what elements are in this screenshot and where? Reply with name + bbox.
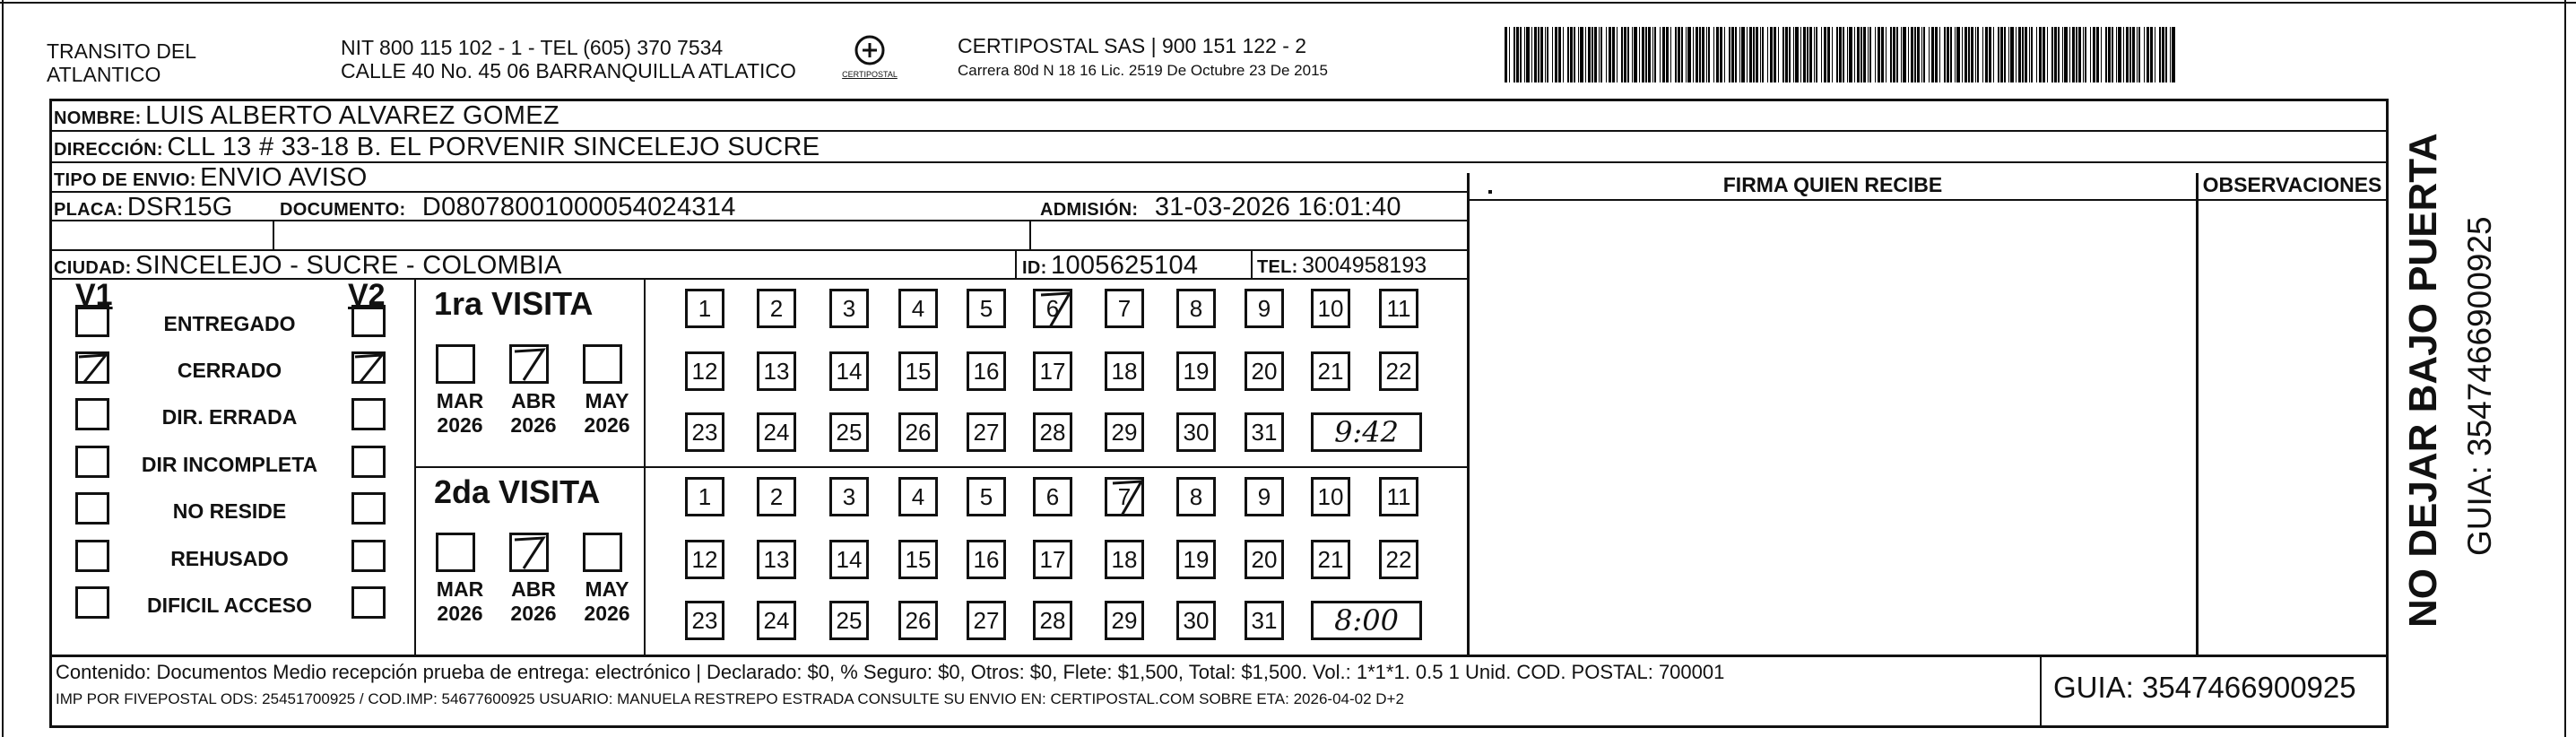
day-cell[interactable] [829,477,869,516]
day-number: 7 [1117,482,1132,510]
day-cell[interactable] [1033,412,1072,452]
day-cell[interactable] [967,289,1006,328]
day-number: 24 [763,418,790,446]
day-cell[interactable] [967,412,1006,452]
footer-guia: GUIA: 3547466900925 [2053,671,2356,704]
day-number: 31 [1251,606,1278,634]
v2-checkbox[interactable] [351,540,386,572]
day-cell[interactable] [967,601,1006,640]
day-cell[interactable] [829,412,869,452]
day-number: 2 [769,294,784,322]
v2-checkbox[interactable] [351,351,386,384]
status-option-label: NO RESIDE [172,499,287,523]
day-number: 24 [763,606,790,634]
day-cell[interactable] [1033,351,1072,391]
day-number: 10 [1317,294,1344,322]
observaciones-header: OBSERVACIONES [2202,173,2382,196]
tipo-envio-row [54,163,368,193]
day-number: 9 [1257,482,1271,510]
visit-time: 8:00 [1311,601,1422,640]
sender-name [47,39,196,86]
status-option-label: ENTREGADO [163,312,296,335]
month-checkbox[interactable] [583,533,622,572]
day-number: 16 [973,357,1000,385]
month-label [576,389,638,438]
day-number: 29 [1111,418,1138,446]
side-guia: GUIA: 3547466900925 [2461,216,2498,556]
day-number: 4 [911,294,925,322]
day-number: 1 [698,482,712,510]
company-line: CERTIPOSTAL SAS | 900 151 122 - 2 [958,34,1307,57]
day-cell[interactable] [1033,477,1072,516]
status-option-label: DIR INCOMPLETA [141,453,318,476]
day-cell[interactable] [1105,477,1144,516]
day-cell[interactable] [898,601,938,640]
day-number: 20 [1251,545,1278,573]
day-number: 14 [836,357,863,385]
day-number: 11 [1386,482,1411,510]
day-number: 21 [1317,545,1344,573]
id-label: ID: [1022,258,1047,278]
day-cell[interactable] [1379,540,1418,579]
day-number: 5 [979,482,993,510]
contenido-text: Contenido: Documentos Medio recepción prueba de entrega: electrónico | Declarado: $0, % Seguro: $0, Otros: $0, Flete: $1,500, Total: $1,500. Vol.: 1*1*1. 0.5 1 Unid. COD. POSTAL: 700001 [56,661,1725,683]
month-label [576,577,638,626]
v1-checkbox[interactable] [75,305,109,337]
day-number: 12 [691,545,718,573]
tel-label: TEL: [1257,257,1298,277]
v2-label: V2 [348,278,386,312]
day-number: 26 [905,418,932,446]
day-cell[interactable] [1176,351,1216,391]
id-value: 1005625104 [1051,251,1199,280]
day-cell[interactable] [1105,412,1144,452]
visit-title: 2da VISITA [434,473,601,510]
day-cell[interactable] [829,601,869,640]
day-cell[interactable] [1245,412,1284,452]
day-number: 5 [979,294,993,322]
day-number: 26 [905,606,932,634]
day-number: 15 [905,357,932,385]
day-cell[interactable] [898,289,938,328]
day-cell[interactable] [1033,540,1072,579]
day-number: 6 [1045,294,1060,322]
day-cell[interactable] [1176,477,1216,516]
day-number: 2 [769,482,784,510]
month-checkbox[interactable] [509,533,549,572]
month-label [502,577,565,626]
day-cell[interactable] [757,601,796,640]
v2-checkbox[interactable] [351,446,386,478]
company-info [958,34,1328,80]
day-number: 31 [1251,418,1278,446]
month-year: 2026 [437,602,483,625]
barcode-bar [2172,27,2175,82]
month-name: MAR [436,577,484,601]
day-cell[interactable] [1379,289,1418,328]
day-number: 27 [973,418,1000,446]
day-cell[interactable] [757,477,796,516]
admision-value: 31-03-2026 16:01:40 [1154,193,1401,221]
tel-value: 3004958193 [1302,253,1427,278]
day-cell[interactable] [1176,289,1216,328]
ciudad-value: SINCELEJO - SUCRE - COLOMBIA [135,251,562,280]
day-cell[interactable] [685,412,724,452]
v1-checkbox[interactable] [75,351,109,384]
day-cell[interactable] [1379,351,1418,391]
month-name: MAY [585,577,629,601]
imp-text: IMP POR FIVEPOSTAL ODS: 25451700925 / COD.IMP: 54677600925 USUARIO: MANUELA RESTREPO ESTRADA CONSULTE SU ENVIO EN: CERTIPOSTAL.COM SOBRE ETA: 2026-04-02 D+2 [56,690,1404,707]
month-name: ABR [511,577,556,601]
day-number: 13 [763,545,790,573]
month-year: 2026 [510,602,557,625]
day-number: 22 [1385,357,1412,385]
documento-row [280,193,736,222]
month-checkbox[interactable] [509,344,549,384]
month-year: 2026 [584,602,630,625]
day-number: 23 [691,606,718,634]
direccion-value: CLL 13 # 33-18 B. EL PORVENIR SINCELEJO SUCRE [167,133,820,161]
sender-info [341,36,796,82]
v1-checkbox[interactable] [75,398,109,430]
barcode [1505,27,2175,82]
day-cell[interactable] [1245,351,1284,391]
day-number: 12 [691,357,718,385]
v1-checkbox[interactable] [75,540,109,572]
ciudad-row [54,251,562,281]
nombre-row [54,101,559,131]
day-number: 17 [1039,545,1066,573]
v1-checkbox[interactable] [75,586,109,619]
day-number: 30 [1183,418,1210,446]
id-row [1022,251,1198,281]
day-number: 29 [1111,606,1138,634]
day-cell[interactable] [1379,477,1418,516]
day-number: 20 [1251,357,1278,385]
status-option-label: REHUSADO [170,547,289,570]
admision-row [1040,193,1401,222]
day-cell[interactable] [898,477,938,516]
month-name: ABR [511,389,556,412]
day-number: 28 [1039,606,1066,634]
month-label [502,389,565,438]
direccion-label: DIRECCIÓN: [54,140,163,160]
status-option-label: CERRADO [177,359,282,382]
day-cell[interactable] [1245,601,1284,640]
day-cell[interactable] [685,477,724,516]
visit-title: 1ra VISITA [434,285,594,322]
sender-line-2: ATLANTICO [47,63,161,86]
month-name: MAY [585,389,629,412]
day-cell[interactable] [757,540,796,579]
day-cell[interactable] [1176,412,1216,452]
day-number: 21 [1317,357,1344,385]
day-number: 8 [1189,294,1203,322]
day-number: 30 [1183,606,1210,634]
day-cell[interactable] [967,351,1006,391]
firma-header: FIRMA QUIEN RECIBE [1722,173,1943,196]
day-cell[interactable] [898,412,938,452]
day-cell[interactable] [685,601,724,640]
day-number: 4 [911,482,925,510]
day-number: 11 [1386,294,1411,322]
day-cell[interactable] [685,289,724,328]
day-number: 23 [691,418,718,446]
day-number: 19 [1183,357,1210,385]
status-option-label: DIFICIL ACCESO [146,594,312,617]
day-number: 7 [1117,294,1132,322]
day-number: 15 [905,545,932,573]
address-line: CALLE 40 No. 45 06 BARRANQUILLA ATLATICO [341,59,796,82]
month-checkbox[interactable] [436,533,475,572]
day-cell[interactable] [898,540,938,579]
company-sub: Carrera 80d N 18 16 Lic. 2519 De Octubre 23 De 2015 [958,62,1328,79]
placa-label: PLACA: [54,200,124,220]
day-cell[interactable] [757,289,796,328]
tel-row [1257,253,1427,279]
day-number: 16 [973,545,1000,573]
month-year: 2026 [510,413,557,437]
day-cell[interactable] [1105,540,1144,579]
month-checkbox[interactable] [583,344,622,384]
documento-value: D08078001000054024314 [421,193,736,221]
day-cell[interactable] [1245,540,1284,579]
day-number: 14 [836,545,863,573]
day-cell[interactable] [967,477,1006,516]
logo-text: CERTIPOSTAL [842,70,898,79]
day-number: 8 [1189,482,1203,510]
month-label [429,577,491,626]
day-cell[interactable] [1033,289,1072,328]
sender-line-1: TRANSITO DEL [47,39,196,63]
day-cell[interactable] [898,351,938,391]
ciudad-label: CIUDAD: [54,258,132,278]
day-cell[interactable] [757,412,796,452]
day-cell[interactable] [829,540,869,579]
direccion-row [54,133,820,162]
day-cell[interactable] [1105,351,1144,391]
day-cell[interactable] [1311,477,1350,516]
day-number: 1 [698,294,712,322]
nombre-value: LUIS ALBERTO ALVAREZ GOMEZ [145,101,559,130]
nit-line: NIT 800 115 102 - 1 - TEL (605) 370 7534 [341,36,724,59]
v2-checkbox[interactable] [351,305,386,337]
day-number: 18 [1111,545,1138,573]
day-number: 9 [1257,294,1271,322]
day-number: 10 [1317,482,1344,510]
day-number: 17 [1039,357,1066,385]
nombre-label: NOMBRE: [54,108,142,128]
day-number: 13 [763,357,790,385]
placa-row [54,193,233,222]
day-cell[interactable] [1105,601,1144,640]
day-cell[interactable] [685,540,724,579]
day-cell[interactable] [1033,601,1072,640]
day-cell[interactable] [1176,601,1216,640]
day-number: 19 [1183,545,1210,573]
month-checkbox[interactable] [436,344,475,384]
day-cell[interactable] [757,351,796,391]
admision-label: ADMISIÓN: [1040,200,1139,220]
day-number: 25 [836,418,863,446]
day-number: 25 [836,606,863,634]
dot-mark [1488,190,1492,194]
day-cell[interactable] [967,540,1006,579]
day-cell[interactable] [1105,289,1144,328]
day-cell[interactable] [829,351,869,391]
day-cell[interactable] [1311,351,1350,391]
day-cell[interactable] [1311,540,1350,579]
day-cell[interactable] [829,289,869,328]
day-number: 27 [973,606,1000,634]
v2-checkbox[interactable] [351,398,386,430]
month-year: 2026 [584,413,630,437]
month-label [429,389,491,438]
day-cell[interactable] [1245,289,1284,328]
placa-value: DSR15G [126,193,233,221]
day-cell[interactable] [1311,289,1350,328]
day-cell[interactable] [1176,540,1216,579]
day-cell[interactable] [685,351,724,391]
certipostal-logo [839,32,900,90]
day-cell[interactable] [1245,477,1284,516]
day-number: 6 [1045,482,1060,510]
day-number: 28 [1039,418,1066,446]
tipo-envio-value: ENVIO AVISO [200,163,368,192]
visit-time: 9:42 [1311,412,1422,452]
v2-checkbox[interactable] [351,492,386,525]
v1-checkbox[interactable] [75,446,109,478]
documento-label: DOCUMENTO: [280,200,406,220]
v1-checkbox[interactable] [75,492,109,525]
month-name: MAR [436,389,484,412]
v2-checkbox[interactable] [351,586,386,619]
month-year: 2026 [437,413,483,437]
day-number: 3 [842,294,856,322]
side-warning: NO DEJAR BAJO PUERTA [2401,133,2445,628]
tipo-envio-label: TIPO DE ENVIO: [54,170,196,190]
day-number: 22 [1385,545,1412,573]
status-option-label: DIR. ERRADA [161,405,298,429]
v1-label: V1 [75,278,113,312]
day-number: 18 [1111,357,1138,385]
day-number: 3 [842,482,856,510]
